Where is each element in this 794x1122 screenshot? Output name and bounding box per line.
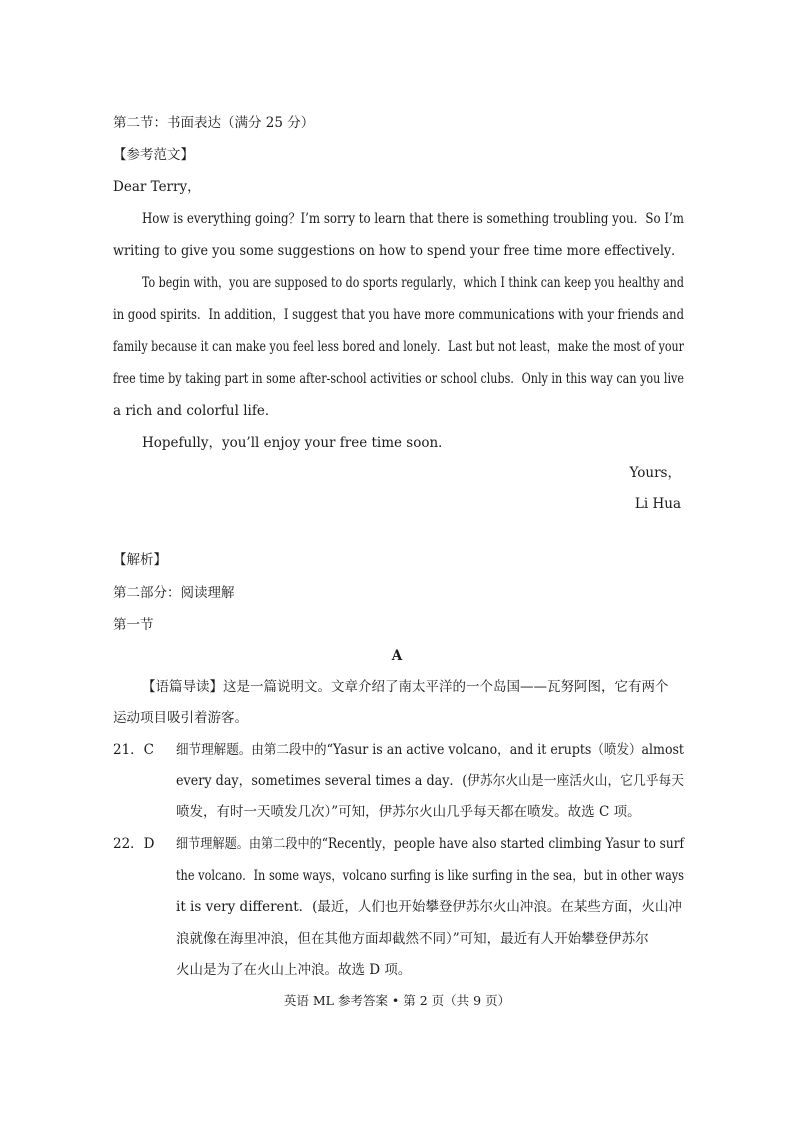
letter-salutation: Dear Terry， [113, 179, 201, 195]
question-explanation-line: every day，sometimes several times a day．(伊苏尔火山是一座活火山，它几乎每天 [176, 773, 684, 789]
question-explanation-line: the volcano．In some ways，volcano surfing is like surfing in the sea，but in other ways [176, 868, 684, 884]
section-subheading: 第一节 [113, 617, 154, 633]
letter-body-line: family because it can make you feel less bored and lonely．Last but not least，make the most of your [113, 339, 684, 355]
part-heading: 第二部分：阅读理解 [113, 585, 235, 601]
page-footer: 英语 ML 参考答案 • 第 2 页（共 9 页） [283, 993, 511, 1008]
question-explanation-line: 喷发，有时一天喷发几次）”可知，伊苏尔火山几乎每天都在喷发。故选 C 项。 [176, 804, 641, 820]
question-explanation-line: 火山是为了在火山上冲浪。故选 D 项。 [176, 962, 412, 978]
question-explanation-line: 浪就像在海里冲浪，但在其他方面却截然不同）”可知，最近有人开始攀登伊苏尔 [176, 931, 649, 947]
passage-letter: A [391, 648, 403, 664]
letter-body-line: in good spirits．In addition，I suggest that you have more communications with your friends and [113, 307, 684, 323]
letter-body-line: writing to give you some suggestions on how to spend your free time more effectively． [113, 243, 684, 259]
question-number: 22．D [113, 836, 155, 852]
letter-body-line: How is everything going？I’m sorry to learn that there is something troubling you．So I’m [142, 211, 685, 227]
section-heading: 第二节：书面表达（满分 25 分） [113, 115, 315, 131]
letter-signature: Li Hua [634, 496, 681, 512]
letter-body-line: free time by taking part in some after-school activities or school clubs．Only in this way can you live [113, 371, 684, 387]
question-explanation-line: 细节理解题。由第二段中的“Yasur is an active volcano，and it erupts（喷发）almost [176, 742, 684, 758]
letter-body-line: To begin with，you are supposed to do sports regularly，which I think can keep you healthy and [142, 275, 684, 291]
letter-body-line: a rich and colorful life． [113, 403, 279, 419]
analysis-label: 【解析】 [113, 552, 167, 568]
passage-intro-line: 运动项目吸引着游客。 [113, 710, 248, 726]
question-explanation-line: 细节理解题。由第二段中的“Recently，people have also started climbing Yasur to surf [176, 836, 685, 852]
question-explanation-line: it is very different．(最近，人们也开始攀登伊苏尔火山冲浪。在某些方面，火山冲 [176, 899, 682, 915]
question-number: 21．C [113, 742, 155, 758]
letter-body-line: Hopefully，you’ll enjoy your free time soon． [142, 435, 452, 451]
letter-closing: Yours， [629, 465, 681, 481]
sample-essay-label: 【参考范文】 [113, 147, 194, 163]
passage-intro-line: 【语篇导读】这是一篇说明文。文章介绍了南太平洋的一个岛国——瓦努阿图，它有两个 [142, 679, 669, 695]
